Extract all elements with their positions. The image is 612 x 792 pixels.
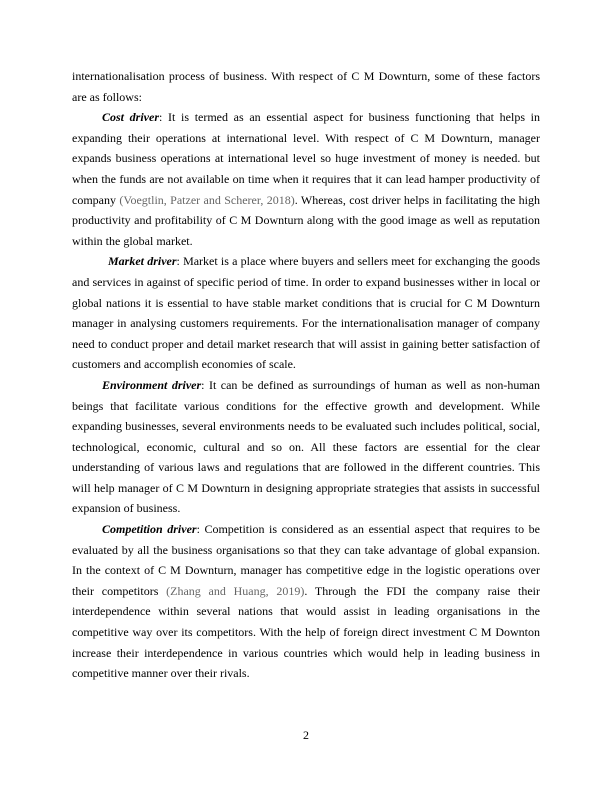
competition-driver-text-continued: . Through the FDI the company raise their interdependence within several nations that would assist in leading organisations in the competitive way over its competitors. With the help of foreign direct investment C M Downton increase their interdependence in various countries which would help in leading business in competitive manner over their rivals. [72, 583, 540, 681]
environment-driver-text: : It can be defined as surroundings of human as well as non-human beings that facilitate various conditions for the effective growth and development. While expanding businesses, several environments needs to be evaluated such includes political, social, technological, economic, cultural and so on. All these factors are essential for the clear understanding of various laws and regulations that are followed in the different countries. This will help manager of C M Downturn in designing appropriate strategies that assists in successful expansion of business. [72, 377, 540, 516]
market-driver-term: Market driver [108, 254, 177, 269]
environment-driver-term: Environment driver [102, 377, 202, 392]
cost-driver-paragraph [72, 107, 540, 251]
competition-driver-text: : Competition is considered as an essential aspect that requires to be evaluated by all the business organisations so that they can take advantage of global expansion. In the context of C M Downturn, manager has competitive edge in the logistic operations over their competitors [72, 522, 540, 598]
market-driver-text: : Market is a place where buyers and sellers meet for exchanging the goods and services in against of specific period of time. In order to expand businesses wither in local or global nations it is essential to have stable market conditions that is crucial for C M Downturn manager in analysing customers requirements. For the internationalisation manager of company need to conduct proper and detail market research that will assist in gaining better satisfaction of customers and accomplish economies of scale. [72, 254, 541, 372]
cost-driver-text-continued: . Whereas, cost driver helps in facilitating the high productivity and profitability of C M Downturn along with the good image as well as reputation within the global market. [72, 192, 540, 248]
competition-driver-term: Competition driver [102, 522, 197, 537]
intro-paragraph: internationalisation process of business. With respect of C M Downturn, some of these factors are as follows: [72, 69, 540, 104]
environment-driver-paragraph [72, 375, 540, 519]
cost-driver-text: : It is termed as an essential aspect for business functioning that helps in expanding their operations at international level. With respect of C M Downturn, manager expands business operations at international level so huge investment of money is needed. but when the funds are not available on time when it requires that it can lead hamper productivity of company [72, 110, 540, 207]
page-number: 2 [303, 728, 309, 742]
document-body [72, 66, 540, 684]
competition-driver-paragraph [72, 519, 540, 684]
market-driver-paragraph [72, 251, 540, 375]
citation-voegtlin: (Voegtlin, Patzer and Scherer, 2018) [119, 192, 295, 207]
citation-zhang: (Zhang and Huang, 2019) [166, 583, 305, 598]
cost-driver-term: Cost driver [102, 110, 160, 125]
